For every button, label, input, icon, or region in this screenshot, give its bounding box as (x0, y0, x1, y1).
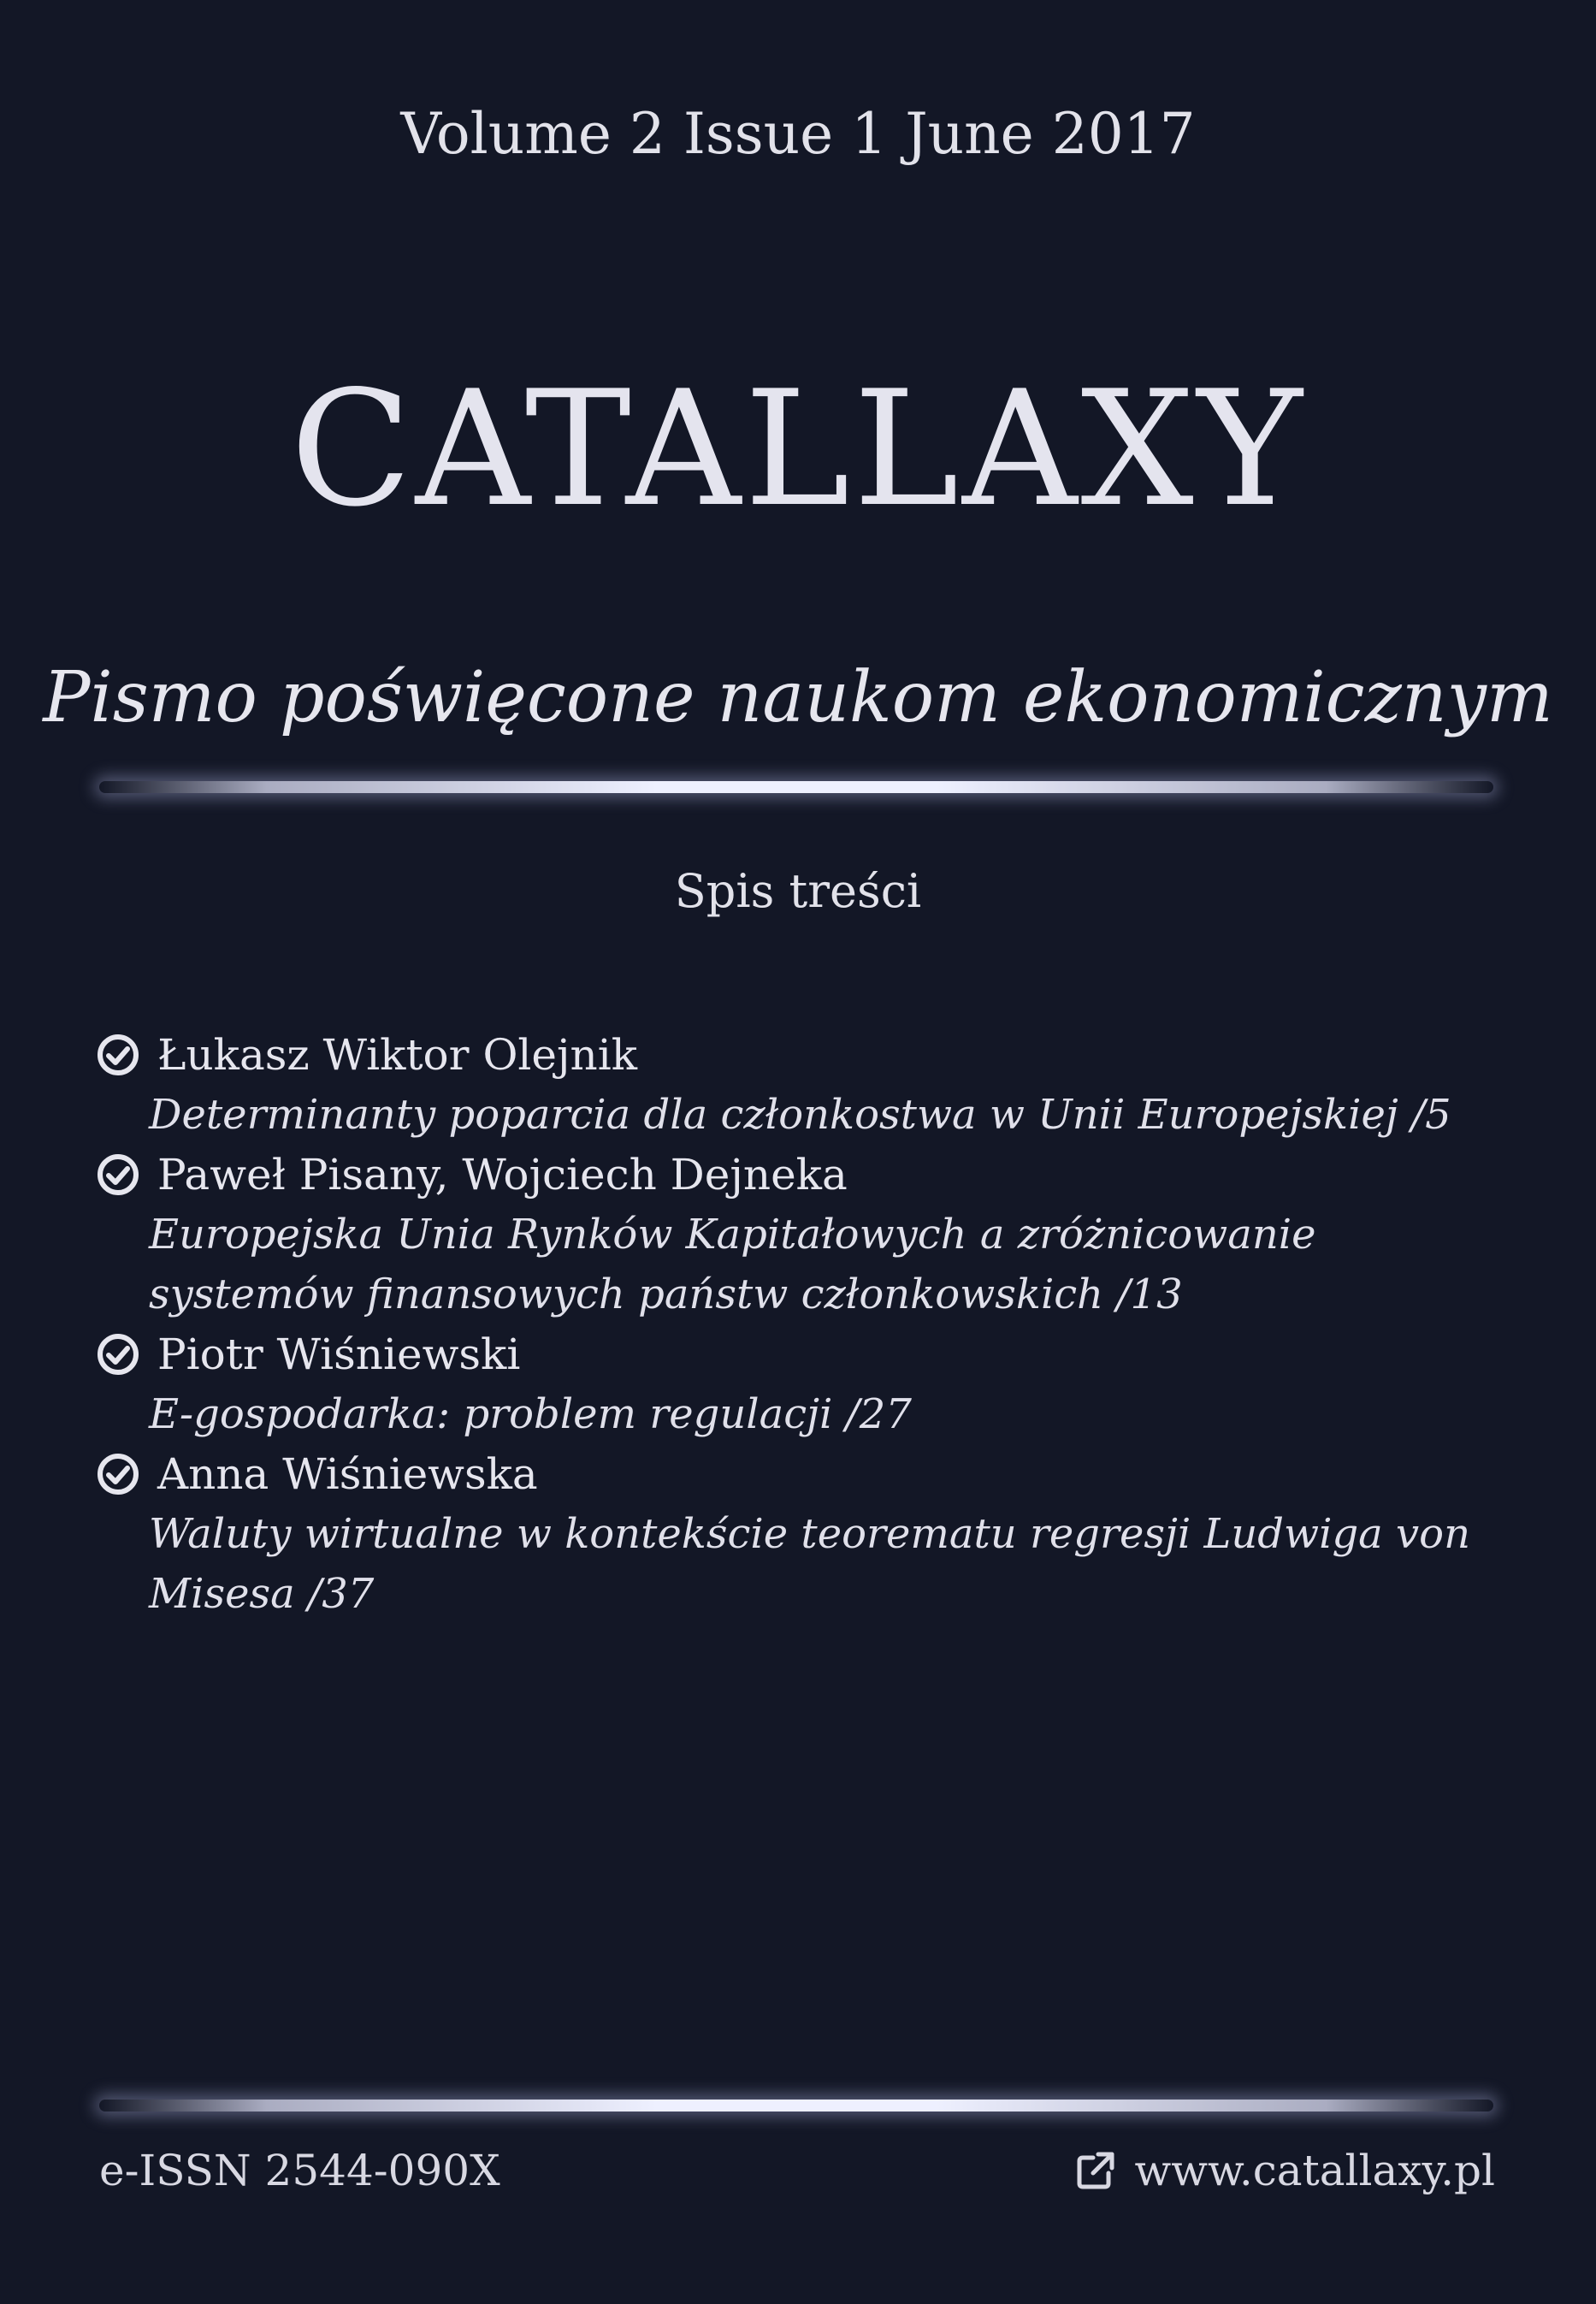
toc-entry (96, 1025, 1498, 1145)
check-circle-icon (96, 1332, 140, 1377)
check-circle-icon (96, 1152, 140, 1197)
toc-article-title: Europejska Unia Rynków Kapitałowych a zróżnicowanie systemów finansowych państw członkowskich /13 (149, 1211, 1316, 1318)
journal-title: CATALLAXY (290, 356, 1306, 542)
toc-author: Anna Wiśniewska (157, 1449, 538, 1499)
volume-issue: Volume 2 Issue 1 June 2017 (400, 101, 1196, 167)
table-of-contents (96, 1025, 1498, 1624)
toc-author: Paweł Pisany, Wojciech Dejneka (157, 1150, 848, 1199)
website-url[interactable]: www.catallaxy.pl (1134, 2146, 1495, 2195)
toc-article-title: E-gospodarka: problem regulacji /27 (149, 1390, 912, 1438)
journal-subtitle: Pismo poświęcone naukom ekonomicznym (43, 657, 1553, 738)
bottom-divider (99, 2100, 1493, 2112)
toc-entry (96, 1444, 1498, 1624)
external-link-icon (1074, 2149, 1117, 2192)
check-circle-icon (96, 1033, 140, 1077)
website-link[interactable] (1074, 2146, 1495, 2195)
toc-entry (96, 1145, 1498, 1324)
check-circle-icon (96, 1452, 140, 1496)
top-divider (99, 781, 1493, 793)
toc-heading: Spis treści (674, 864, 922, 918)
toc-article-title: Waluty wirtualne w kontekście teorematu regresji Ludwiga von Misesa /37 (149, 1510, 1470, 1618)
issn-label: e-ISSN 2544-090X (99, 2146, 500, 2195)
toc-author: Piotr Wiśniewski (157, 1330, 521, 1379)
toc-author: Łukasz Wiktor Olejnik (157, 1030, 638, 1080)
toc-entry (96, 1324, 1498, 1444)
toc-article-title: Determinanty poparcia dla członkostwa w Unii Europejskiej /5 (149, 1091, 1451, 1139)
